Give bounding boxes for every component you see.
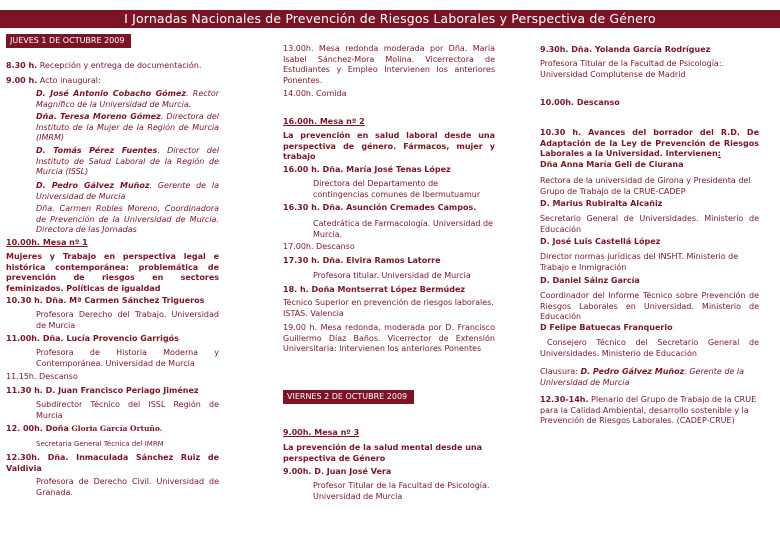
session-0930-head: 9.30h. Dña. Yolanda García Rodríguez bbox=[540, 45, 711, 54]
mesa-3-title: La prevención de la salud mental desde una perspectiva de Género bbox=[283, 443, 482, 463]
time-label: 9.00 h. bbox=[6, 76, 38, 85]
speaker-sainz-role: Coordinador del Informe Técnico sobre Prevención de Riesgos Laborales en Universidad. Ministerio de Educación bbox=[540, 291, 759, 321]
speaker-batuecas-role: Consejero Técnico del Secretario General de Universidades. Ministerio de Educación bbox=[540, 338, 759, 358]
speaker-name: Dña. Teresa Moreno Gómez bbox=[36, 112, 161, 121]
day-badge-friday bbox=[283, 390, 414, 404]
session-title: 10.30 h. Avances del borrador del R.D. De Adaptación de la Ley de Prevención de Riesgos Laborales a la Universidad. Intervienen bbox=[540, 128, 759, 158]
time-label: 12. 00h. Doña bbox=[6, 424, 69, 433]
speaker-role: . Rector Magnífico de la Universidad de Murcia. bbox=[36, 89, 219, 109]
speaker-name: Gloria García Ortuño. bbox=[71, 424, 163, 433]
session-text: Acto inaugural: bbox=[37, 76, 101, 85]
session-text: Plenario del Grupo de Trabajo de la CRUE para la Calidad Ambiental, desarrollo sostenible y la Prevención de Riesgos Laborales. (CADEP-CRUE) bbox=[540, 395, 757, 425]
speaker-name: D. Pedro Gálvez Muñoz bbox=[580, 367, 685, 376]
mesa-3-label: 9.00h. Mesa nº 3 bbox=[283, 428, 360, 437]
speaker-directora bbox=[36, 204, 219, 236]
session-1630-role: Catedrática de Farmacología. Universidad de Murcia. bbox=[313, 219, 493, 239]
speaker-role: . Gerente de la Universidad de Murcia bbox=[36, 181, 219, 201]
break-1700: 17.00h. Descanso bbox=[283, 242, 355, 251]
speaker-imrm bbox=[36, 112, 219, 144]
speaker-name: D. José Antonio Cobacho Gómez bbox=[36, 89, 187, 98]
mesa-1-label: 10.00h. Mesa nº 1 bbox=[6, 238, 88, 247]
session-1200-head bbox=[6, 424, 221, 435]
page-title: I Jornadas Nacionales de Prevención de Riesgos Laborales y Perspectiva de Género bbox=[124, 11, 656, 26]
session-1300: 13.00h. Mesa redonda moderada por Dña. María Isabel Sánchez-Mora Molina. Vicerrectora de Estudiantes y Empleo Intervienen los anteriores Ponentes. bbox=[283, 44, 495, 85]
speaker-rector bbox=[36, 89, 219, 110]
session-1730-head: 17.30 h. Dña. Elvira Ramos Latorre bbox=[283, 256, 441, 265]
page-title-banner bbox=[0, 10, 780, 28]
break-1000: 10.00h. Descanso bbox=[540, 98, 620, 107]
lunch-1400: 14.00h. Comida bbox=[283, 89, 347, 98]
session-1230b bbox=[540, 395, 759, 427]
time-label: 12.30-14h. bbox=[540, 395, 589, 404]
session-1800-role: Técnico Superior en prevención de riesgos laborales. ISTAS. Valencia bbox=[283, 298, 494, 318]
session-1730-role: Profesora titular. Universidad de Murcia bbox=[313, 271, 471, 280]
speaker-rubiralta-name: D. Marius Rubiralta Alcañiz bbox=[540, 199, 663, 208]
day-badge-label: VIERNES 2 DE OCTUBRE 2009 bbox=[287, 392, 408, 401]
session-title-colon: : bbox=[717, 149, 721, 158]
speaker-issl bbox=[36, 146, 219, 178]
session-1030-role: Profesora Derecho del Trabajo. Universidad de Murcia bbox=[36, 310, 219, 330]
speaker-text: Dña. Carmen Robles Moreno, Coordinadora de Prevención de la Universidad de Murcia. Directora de las Jornadas bbox=[36, 204, 219, 234]
session-text: Recepción y entrega de documentación. bbox=[37, 61, 202, 70]
speaker-castella-name: D. José Luis Castellá López bbox=[540, 237, 661, 246]
mesa-2-title: La prevención en salud laboral desde una perspectiva de género. Fármacos, mujer y trabajo bbox=[283, 131, 495, 161]
session-0830 bbox=[6, 61, 221, 72]
session-1630-head: 16.30 h. Dña. Asunción Cremades Campos. bbox=[283, 203, 477, 212]
break-1115: 11.15h. Descanso bbox=[6, 372, 78, 381]
session-1600-head: 16.00 h. Dña. María José Tenas López bbox=[283, 165, 451, 174]
session-1230-role: Profesora de Derecho Civil. Universidad de Granada. bbox=[36, 477, 219, 497]
speaker-geli-role: Rectora de la universidad de Girona y Presidenta del Grupo de Trabajo de la CRUE-CADEP bbox=[540, 176, 751, 196]
speaker-role: . Directora del Instituto de la Mujer de la Región de Murcia (IMRM) bbox=[36, 112, 219, 142]
session-1900: 19.00 h. Mesa redonda, moderada por D. Francisco Guillermo Díaz Baños. Vicerrector de Extensión Universitaria: Intervienen los anteriores Ponentes bbox=[283, 323, 495, 353]
session-1100-role: Profesora de Historia Moderna y Contemporánea. Universidad de Murcia bbox=[36, 348, 219, 368]
speaker-role: . Director del Instituto de Salud Laboral de la Región de Murcia (ISSL) bbox=[36, 146, 219, 176]
session-1600-role: Directora del Departamento de contingencias comunes de Ibermutuamur bbox=[313, 179, 481, 199]
speaker-rubiralta-role: Secretario General de Universidades. Ministerio de Educación bbox=[540, 214, 759, 234]
speaker-geli-name: Dña Anna María Geli de Ciurana bbox=[540, 160, 684, 169]
day-badge-thursday bbox=[6, 34, 131, 48]
speaker-batuecas-name: D Felipe Batuecas Franquerio bbox=[540, 323, 673, 332]
session-1030-head: 10.30 h. Dña. Mª Carmen Sánchez Trigueros bbox=[6, 296, 205, 305]
speaker-role: . Gerente de la Universidad de Murcia bbox=[540, 367, 745, 387]
clausura-label: Clausura: bbox=[540, 367, 581, 376]
mesa-1-title: Mujeres y Trabajo en perspectiva legal e histórica contemporánea: problemática de prevención de riesgos en sectores feminizados. Políticas de igualdad bbox=[6, 252, 219, 293]
speaker-name: D. Tomás Pérez Fuentes bbox=[36, 146, 158, 155]
session-1130-role: Subdirector Técnico del ISSL Región de Murcia bbox=[36, 400, 219, 420]
day-badge-label: JUEVES 1 DE OCTUBRE 2009 bbox=[10, 36, 125, 45]
session-1230-head: 12.30h. Dña. Inmaculada Sánchez Ruiz de Valdivia bbox=[6, 453, 219, 473]
session-0900 bbox=[6, 76, 221, 87]
session-0930-role: Profesora Titular de la Facultad de Psicología:. Universidad Complutense de Madrid bbox=[540, 59, 725, 79]
session-1030b-title bbox=[540, 128, 759, 160]
clausura bbox=[540, 367, 759, 388]
speaker-sainz-name: D. Daniel Sáinz García bbox=[540, 276, 640, 285]
session-1130-head: 11.30 h. D. Juan Francisco Periago Jiménez bbox=[6, 386, 199, 395]
mesa-2-label: 16.00h. Mesa nº 2 bbox=[283, 117, 365, 126]
speaker-name: D. Pedro Gálvez Muñoz bbox=[36, 181, 150, 190]
session-1200-role: Secretaria General Técnica del IMRM bbox=[36, 440, 164, 448]
session-1100-head: 11.00h. Dña. Lucía Provencio Garrigós bbox=[6, 334, 179, 343]
speaker-castella-role: Director normas jurídicas del INSHT. Ministerio de Trabajo e Inmigración bbox=[540, 252, 739, 272]
session-0900b-head: 9.00h. D. Juan José Vera bbox=[283, 467, 392, 476]
speaker-gerente bbox=[36, 181, 219, 202]
session-1800-head: 18. h. Doña Montserrat López Bermúdez bbox=[283, 285, 466, 294]
time-label: 8.30 h. bbox=[6, 61, 38, 70]
session-0900b-role: Profesor Titular de la Facultad de Psicología. Universidad de Murcia bbox=[313, 481, 490, 501]
